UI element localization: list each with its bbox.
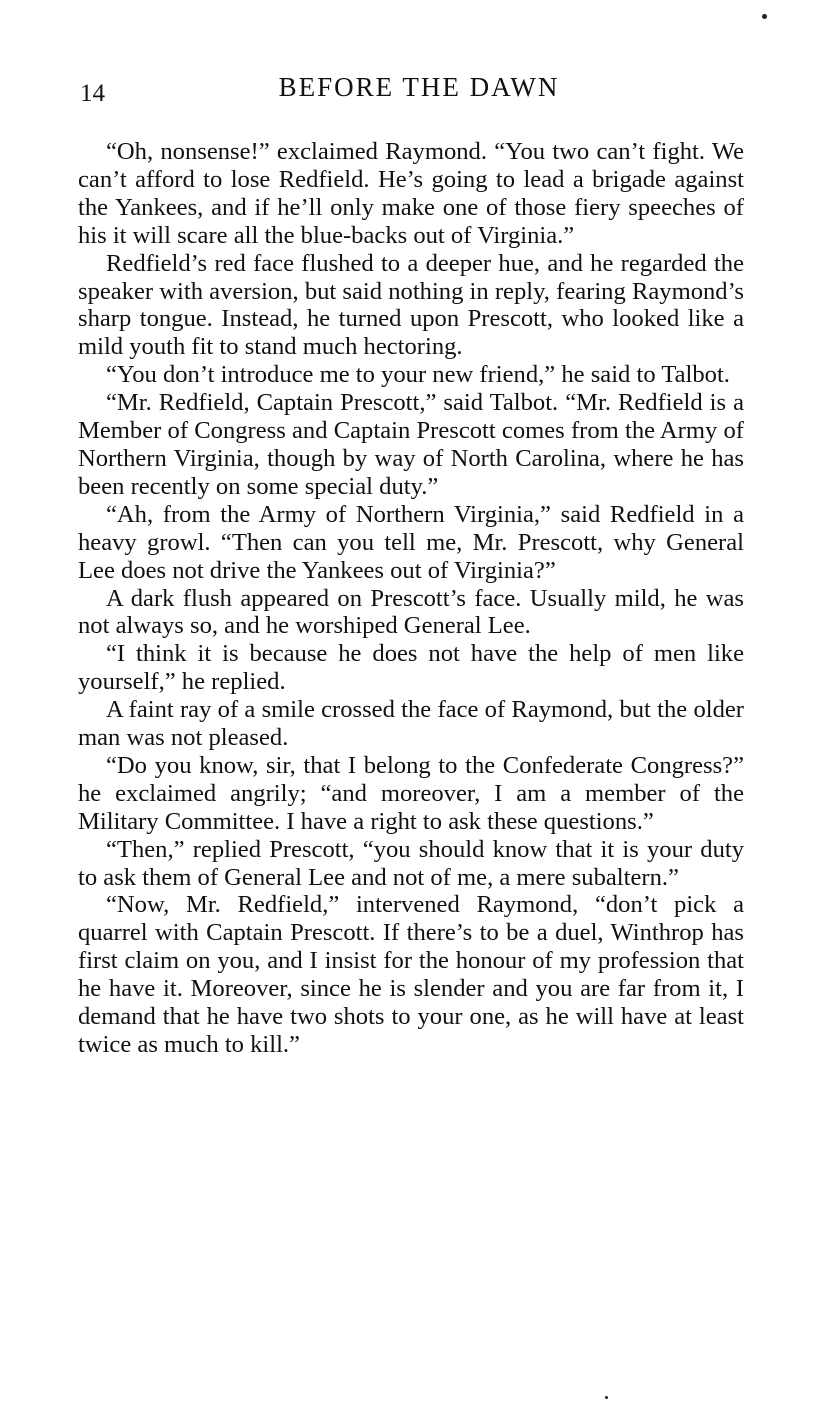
paragraph: Redfield’s red face flushed to a deeper hue, and he regarded the speaker with aversion, but said nothing in reply, fearing Raymond’s sharp tongue. Instead, he turned upon Prescott, who looked like a mild youth fit to stand much hectoring. [78,249,744,361]
page-number: 14 [80,80,105,107]
scan-speck [605,1396,608,1399]
paragraph: “Now, Mr. Redfield,” intervened Raymond, “don’t pick a quarrel with Captain Prescott. If there’s to be a duel, Winthrop has first claim on you, and I insist for the honour of my profession that he have it. Moreover, since he is slender and you are far from it, I demand that he have two shots to your one, as he will have at least twice as much to kill.” [78,891,744,1058]
paragraph: “I think it is because he does not have the help of men like yourself,” he replied. [78,640,744,696]
running-title: BEFORE THE DAWN [278,72,560,102]
paragraph: “Ah, from the Army of Northern Virginia,” said Redfield in a heavy growl. “Then can you tell me, Mr. Prescott, why General Lee does not drive the Yankees out of Virginia?” [78,500,744,584]
paragraph: “Do you know, sir, that I belong to the Confederate Congress?” he exclaimed angrily; “and moreover, I am a member of the Military Committee. I have a right to ask these questions.” [78,751,744,835]
paragraph: “You don’t introduce me to your new friend,” he said to Talbot. [106,361,730,389]
scan-speck [762,14,767,19]
paragraph: A dark flush appeared on Prescott’s face. Usually mild, he was not always so, and he worshiped General Lee. [78,584,744,640]
page-header [80,72,744,112]
paragraph: “Oh, nonsense!” exclaimed Raymond. “You two can’t fight. We can’t afford to lose Redfield. He’s going to lead a brigade against the Yankees, and if he’ll only make one of those fiery speeches of his it will scare all the blue-backs out of Virginia.” [78,138,744,249]
paragraph: “Then,” replied Prescott, “you should know that it is your duty to ask them of General Lee and not of me, a mere subaltern.” [78,835,744,891]
paragraph: “Mr. Redfield, Captain Prescott,” said Talbot. “Mr. Redfield is a Member of Congress and Captain Prescott comes from the Army of Northern Virginia, though by way of North Carolina, where he has been recently on some special duty.” [78,389,744,500]
body-text [78,138,744,1059]
paragraph: A faint ray of a smile crossed the face of Raymond, but the older man was not pleased. [78,696,744,752]
